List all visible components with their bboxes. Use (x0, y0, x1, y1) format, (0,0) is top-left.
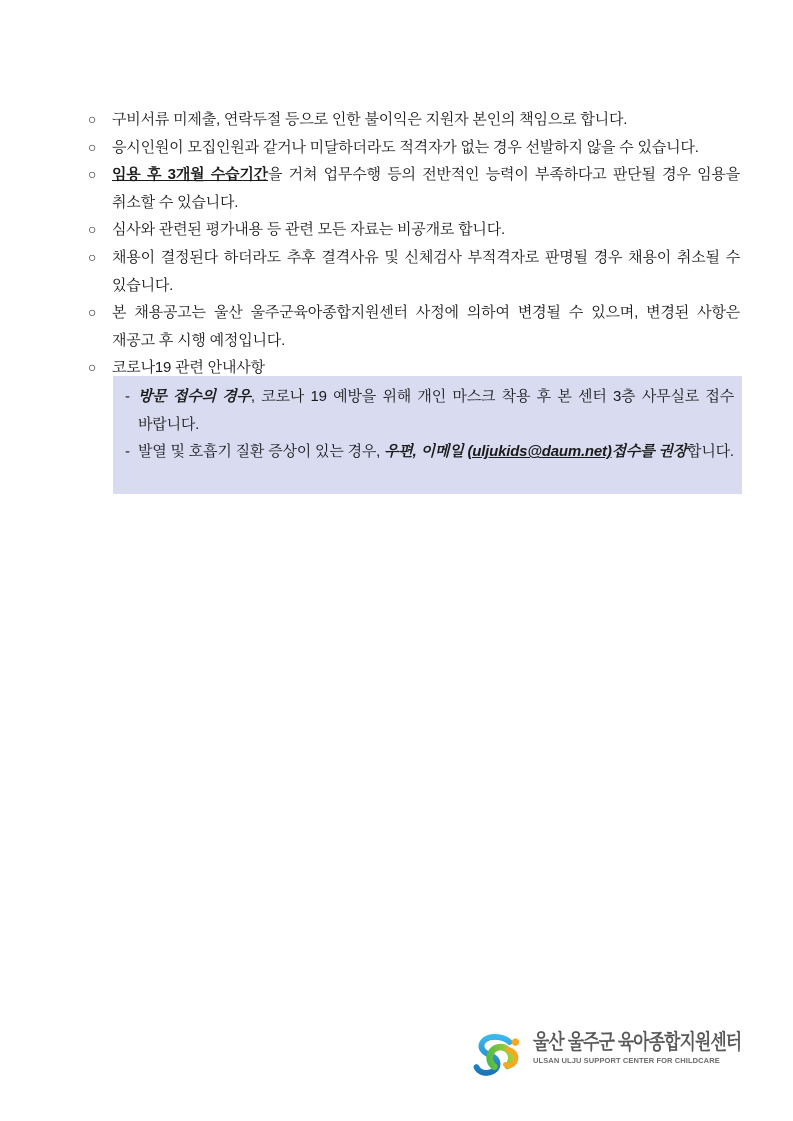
notice-item (88, 216, 740, 244)
notice-text: 구비서류 미제출, 연락두절 등으로 인한 불이익은 지원자 본인의 책임으로 합니다. (112, 111, 628, 128)
covid-text: , 코로나 19 예방을 위해 개인 마스크 착용 후 본 센터 3층 사무실로 접수 바랍니다. (138, 388, 735, 433)
notice-text: 심사와 관련된 평가내용 등 관련 모든 자료는 비공개로 합니다. (112, 221, 505, 239)
notice-text: 채용이 결정된다 하더라도 추후 결격사유 및 신체검사 부적격자로 판명될 경우 채용이 취소될 수 있습니다. (112, 248, 740, 294)
notice-item (88, 134, 740, 162)
notice-item (88, 244, 740, 299)
covid-text: 발열 및 호흡기 질환 증상이 있는 경우, (138, 443, 385, 461)
circle-bullet-icon: ○ (88, 221, 97, 238)
notice-item (88, 299, 740, 354)
covid-text-emphasis: 우편, 이메일 (384, 443, 468, 461)
org-logo (472, 1030, 742, 1077)
logo-korean-name: 울산 울주군 육아종합지원센터 (533, 1031, 742, 1054)
covid-notice-box (113, 376, 742, 494)
circle-bullet-icon: ○ (88, 111, 97, 127)
covid-notice-item (125, 383, 734, 438)
circle-bullet-icon: ○ (88, 138, 97, 155)
covid-text-emphasis: 접수를 권장 (611, 443, 688, 461)
notice-text: 본 채용공고는 울산 울주군육아종합지원센터 사정에 의하여 변경될 수 있으며, 변경된 사항은 재공고 후 시행 예정입니다. (112, 304, 740, 349)
notice-list (88, 106, 740, 382)
covid-notice-item (125, 438, 734, 466)
notice-text-emphasis: 임용 후 3개월 수습기간 (112, 166, 268, 184)
notice-text: 코로나19 관련 안내사항 (112, 359, 265, 377)
notice-item (88, 161, 740, 216)
notice-text: 응시인원이 모집인원과 같거나 미달하더라도 적격자가 없는 경우 선발하지 않을 수 있습니다. (112, 138, 699, 156)
dash-bullet-icon: - (125, 388, 130, 405)
covid-text-emphasis: 방문 접수의 경우 (138, 388, 251, 405)
logo-english-name: ULSAN ULJU SUPPORT CENTER FOR CHILDCARE (533, 1056, 720, 1065)
notice-item (88, 106, 740, 134)
notice-text: 을 거쳐 업무수행 등의 전반적인 능력이 부족하다고 판단될 경우 임용을 취소할 수 있습니다. (112, 166, 741, 211)
logo-text (533, 1030, 742, 1066)
circle-bullet-icon: ○ (88, 304, 97, 321)
circle-bullet-icon: ○ (88, 248, 97, 265)
logo-mark-icon (472, 1033, 524, 1077)
circle-bullet-icon: ○ (88, 359, 97, 376)
email-link[interactable]: (uljukids@daum.net) (467, 443, 612, 461)
circle-bullet-icon: ○ (88, 166, 97, 183)
dash-bullet-icon: - (125, 443, 130, 461)
covid-text: 합니다. (687, 443, 734, 461)
